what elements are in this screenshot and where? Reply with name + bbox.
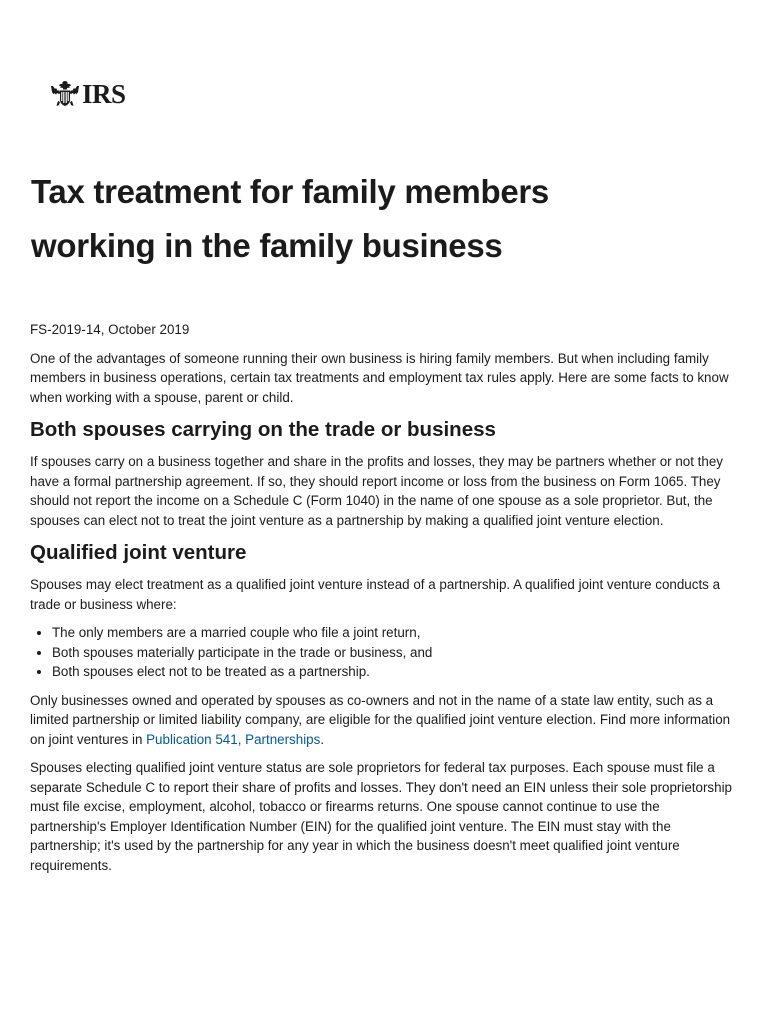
publication-541-link[interactable]: Publication 541, Partnerships [146, 731, 321, 747]
fact-sheet-number-date: FS-2019-14, October 2019 [30, 322, 190, 337]
list-item: • Both spouses elect not to be treated as a partnership. [52, 662, 736, 682]
both-spouses-paragraph: If spouses carry on a business together and share in the profits and losses, they may be partners whether or not they have a formal partnership agreement. If so, they should report income or loss from the business on Form 1065. They should not report the income on a Schedule C (Form 1040) in the name of one spouse as a sole proprietor. But, the spouses can elect not to treat the joint venture as a partnership by making a qualified joint venture election. [30, 454, 723, 528]
qjv-intro-paragraph: Spouses may elect treatment as a qualified joint venture instead of a partnership. A qualified joint venture conducts a trade or business where: [30, 577, 721, 612]
page-title [31, 165, 731, 273]
section-heading-qualified-joint-venture: Qualified joint venture [30, 541, 247, 564]
intro-paragraph: One of the advantages of someone running their own business is hiring family members. But when including family members in business operations, certain tax treatments and employment tax rules apply. Here are some facts to know when working with a spouse, parent or child. [30, 350, 729, 405]
article-body [30, 320, 736, 884]
sole-proprietor-paragraph: Spouses electing qualified joint venture status are sole proprietors for federal tax purposes. Each spouse must file a separate Schedule C to report their share of profits and losses. They don't need an EIN unless their sole proprietorship must file excise, employment, alcohol, tobacco or firearms returns. One spouse cannot continue to use the partnership's Employer Identification Number (EIN) for the qualified joint venture. The EIN must stay with the partnership; it's used by the partnership for any year in which the business doesn't meet qualified joint venture requirements. [30, 760, 732, 873]
section-heading-both-spouses: Both spouses carrying on the trade or business [30, 418, 496, 441]
irs-logo[interactable] [50, 80, 126, 108]
eligibility-text-end: . [320, 731, 325, 747]
eligibility-text: Only businesses owned and operated by spouses as co-owners and not in the name of a state law entity, such as a limited partnership or limited liability company, are eligible for the qualified joint venture election. Find more information on joint ventures in [30, 692, 731, 747]
list-item: • The only members are a married couple who file a joint return, [52, 623, 736, 643]
list-item: • Both spouses materially participate in the trade or business, and [52, 643, 736, 663]
qjv-requirements-list [30, 623, 736, 682]
page-title-line-1: Tax treatment for family members [31, 173, 549, 210]
eligibility-paragraph [30, 691, 736, 750]
irs-eagle-icon [50, 80, 80, 108]
page-title-line-2: working in the family business [31, 227, 503, 264]
irs-logo-text: IRS [82, 79, 126, 109]
